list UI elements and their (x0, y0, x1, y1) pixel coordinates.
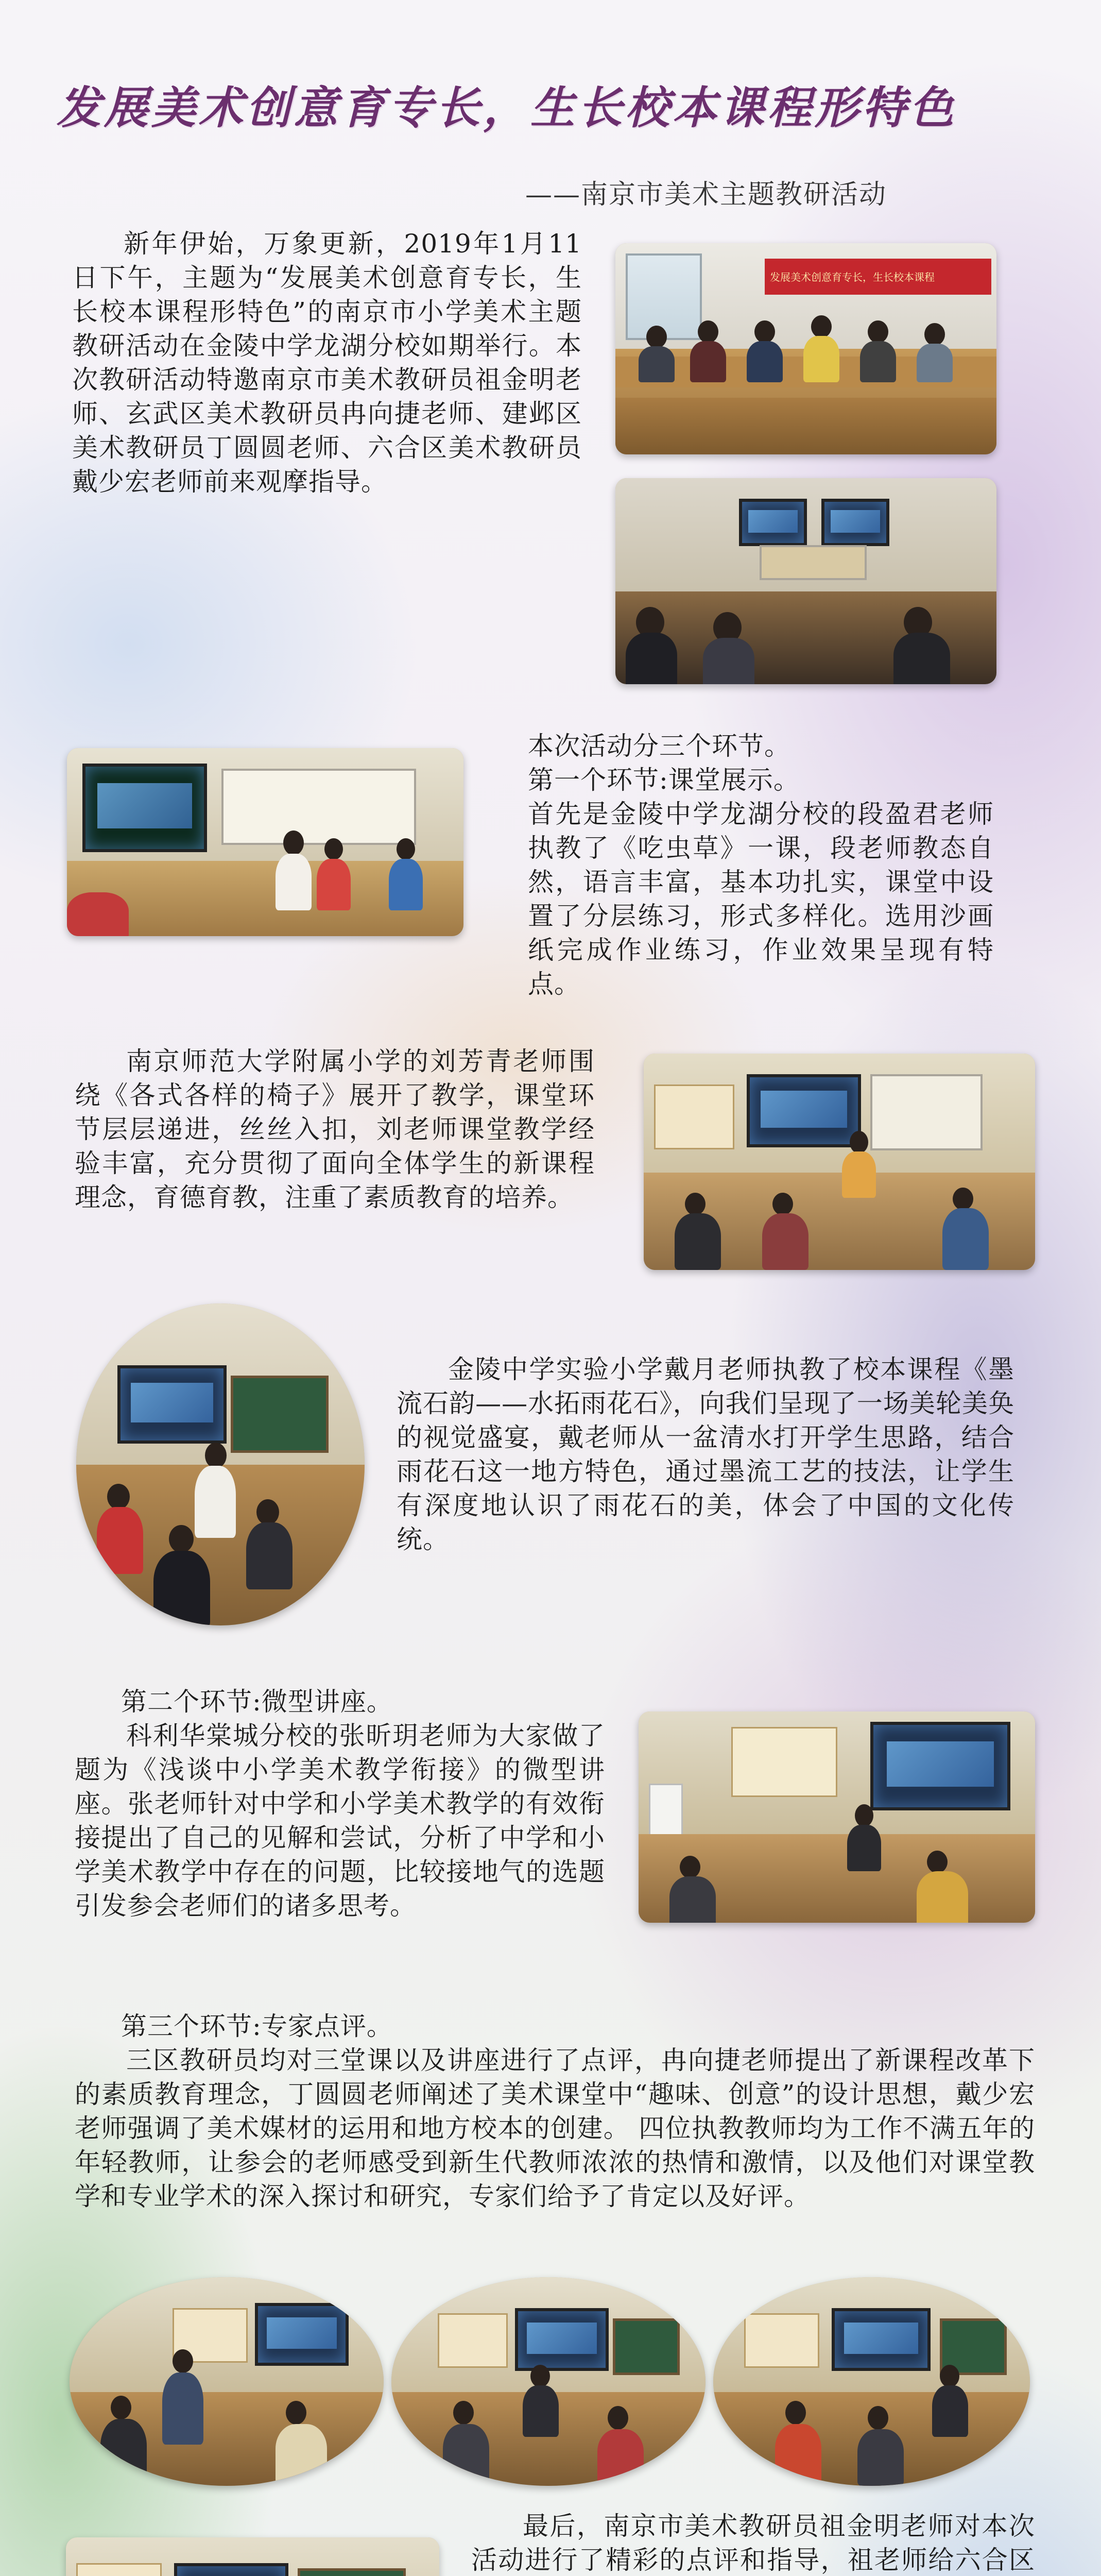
part1-paragraph-c: 金陵中学实验小学戴月老师执教了校本课程《墨流石韵——水拓雨花石》，向我们呈现了一场美轮美奂的视觉盛宴，戴老师从一盆清水打开学生思路，结合雨花石这一地方特色，通过墨流工艺的技法，让学生有深度地认识了雨花石的美，体会了中国的文化传统。 (397, 1354, 1014, 1554)
meeting-photo-1 (615, 243, 996, 454)
page-subtitle: ——南京市美术主题教研活动 (525, 179, 887, 210)
part2-heading: 第二个环节:微型讲座。 (121, 1687, 393, 1717)
overview-line: 本次活动分三个环节。 (528, 731, 790, 761)
expert-photo (66, 2537, 439, 2576)
banner-text: 发展美术创意育专长，生长校本课程 (770, 271, 935, 283)
review-photo-1 (70, 2277, 384, 2486)
part2-paragraph: 科利华棠城分校的张昕玥老师为大家做了题为《浅谈中小学美术教学衔接》的微型讲座。张老师针对中学和小学美术教学的有效衔接提出了自己的见解和尝试，分析了中学和小学美术教学中存在的问题，比较接地气的选题引发参会老师们的诸多思考。 (75, 1721, 605, 1921)
intro-paragraph: 新年伊始，万象更新，2019年1月11日下午，主题为“发展美术创意育专长，生长校本课程形特色”的南京市小学美术主题教研活动在金陵中学龙湖分校如期举行。本次教研活动特邀南京市美术教研员祖金明老师、玄武区美术教研员冉向捷老师、建邺区美术教研员丁圆圆老师、六合区美术教研员戴少宏老师前来观摩指导。 (72, 229, 582, 497)
meeting-photo-2 (615, 478, 996, 684)
part3-heading: 第三个环节:专家点评。 (121, 2011, 393, 2041)
classroom-photo-1 (67, 748, 463, 936)
final-paragraph: 最后，南京市美术教研员祖金明老师对本次活动进行了精彩的点评和指导，祖老师给六合区 (471, 2511, 1035, 2575)
classroom-photo-2 (644, 1054, 1035, 1270)
part1-heading: 第一个环节:课堂展示。 (528, 765, 800, 795)
page-title: 发展美术创意育专长，生长校本课程形特色 (57, 82, 957, 134)
lecture-photo (639, 1711, 1035, 1923)
review-photo-2 (391, 2277, 706, 2486)
part3-paragraph: 三区教研员均对三堂课以及讲座进行了点评，冉向捷老师提出了新课程改革下的素质教育理念，丁圆圆老师阐述了美术课堂中“趣味、创意”的设计思想，戴少宏老师强调了美术媒材的运用和地方校本的创建。 四位执教教师均为工作不满五年的年轻教师，让参会的老师感受到新生代教师浓浓的热情和激情，以及他们对课堂教学和专业学术的深入探讨和研究，专家们给予了肯定以及好评。 (75, 2045, 1035, 2211)
classroom-photo-3-oval (76, 1303, 365, 1625)
part1-paragraph-b: 南京师范大学附属小学的刘芳青老师围绕《各式各样的椅子》展开了教学，课堂环节层层递进，丝丝入扣，刘老师课堂教学经验丰富，充分贯彻了面向全体学生的新课程理念，育德育教，注重了素质教育的培养。 (75, 1046, 595, 1212)
review-photo-3 (713, 2277, 1030, 2486)
part1-paragraph-a: 首先是金陵中学龙湖分校的段盈君老师执教了《吃虫草》一课，段老师教态自然，语言丰富，基本功扎实，课堂中设置了分层练习，形式多样化。选用沙画纸完成作业练习，作业效果呈现有特点。 (528, 799, 994, 999)
